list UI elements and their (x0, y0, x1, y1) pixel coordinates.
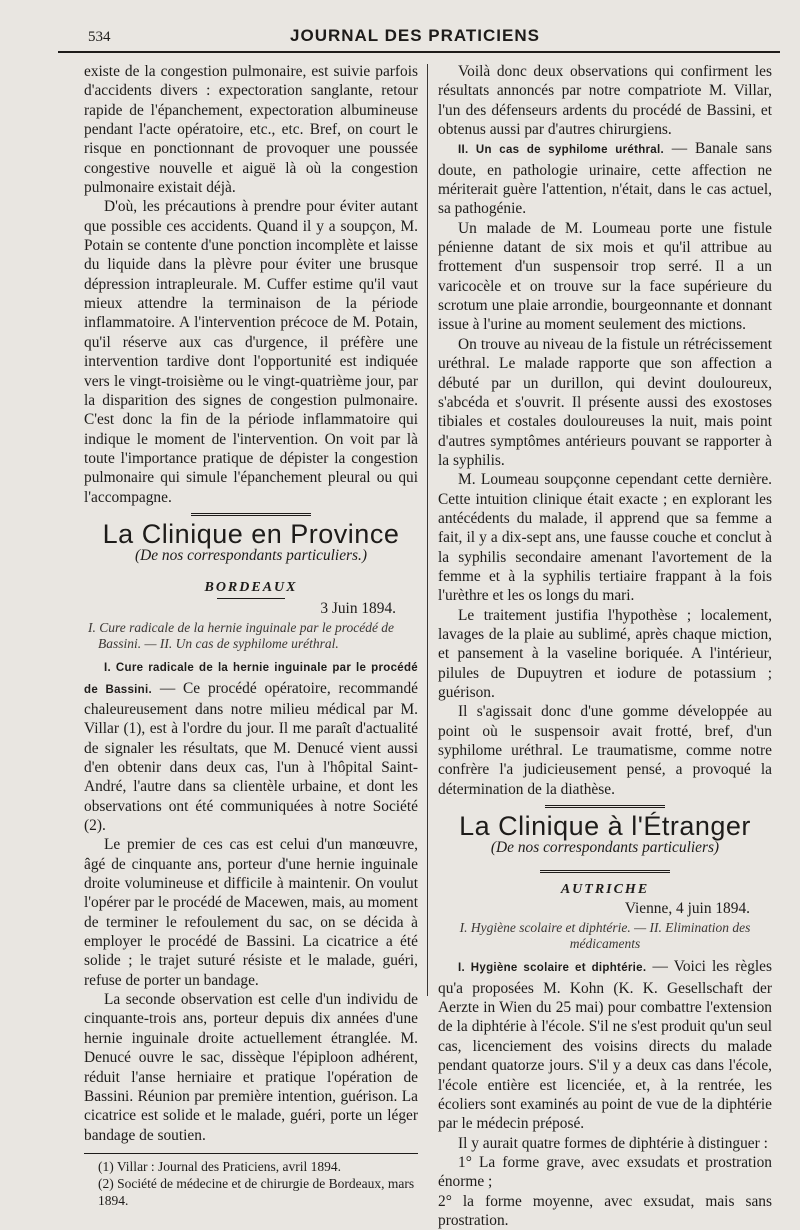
subsection-heading: I. Cure radicale de la hernie inguinale par le procédé de Bassini. (84, 662, 418, 696)
page-number: 534 (88, 29, 111, 45)
paragraph: Le premier de ces cas est celui d'un manœuvre, âgé de cinquante ans, porteur d'une hernie inguinale droite volumineuse et difficile à maintenir. On voulut l'opérer par le procédé de Macewen, mais, au moment de terminer le refoulement du sac, on se décida à employer le procédé de Bassini. La cicatrice a été solide ; le trajet suturé résiste et le malade, guéri, refuse de porter un bandage. (84, 836, 418, 989)
dateline: 3 Juin 1894. (320, 599, 396, 617)
article-summary: I. Hygiène scolaire et diphtérie. — II. Elimination des médicaments (459, 920, 751, 952)
paragraph: On trouve au niveau de la fistule un rétrécissement uréthral. Le malade rapporte que son affection a débuté par un durillon, qui devint douloureux, s'abcéda et s'ouvrit. Il présente aussi des exostoses tibiales et costales douloureuses la nuit, mais point d'autres symptômes antérieurs pouvant se rapporter à la syphilis. (438, 335, 772, 469)
paragraph: La seconde observation est celle d'un individu de cinquante-trois ans, porteur depuis dix années d'une hernie inguinale droite actuellement étranglée. M. Denucé ouvre le sac, dissèque l'épiploon adhérent, réduit l'anse herniaire et pratique l'opération de Bassini. Réunion par première intention, guérison. La cicatrice est solide et le malade, guéri, porte un léger bandage de soutien. (84, 991, 418, 1144)
paragraph: — Banale sans doute, en pathologie urinaire, cette affection ne mériterait guère l'attention, n'était, dans le cas actuel, sa pathogénie. (438, 140, 772, 218)
journal-title: JOURNAL DES PRATICIENS (290, 26, 540, 45)
list-item: 2° la forme moyenne, avec exsudat, mais sans prostration. (438, 1192, 772, 1229)
list-item: 1° La forme grave, avec exsudats et prostration énorme ; (438, 1153, 772, 1191)
footnote-rule (84, 1153, 418, 1154)
paragraph: — Ce procédé opératoire, recommandé chaleureusement dans notre milieu médical par M. Villar (1), est à l'ordre du jour. Il me paraît d'actualité de signaler les résultats, que M. Denucé vient aussi d'en obtenir dans deux cas, l'un à l'hôpital Saint-André, l'autre dans sa clientèle urbaine, et dont les observations ont été communiquées à notre Société (2). (84, 679, 418, 835)
header-rule (58, 51, 780, 53)
paragraph: Voilà donc deux observations qui confirment les résultats annoncés par notre compatriote M. Villar, l'un des défenseurs ardents du procédé de Bassini, et obtenus aussi par d'autres chirurgiens. (438, 63, 772, 139)
left-column (84, 62, 418, 1209)
right-column (438, 62, 772, 1230)
section-divider (191, 513, 311, 519)
section-subtitle: (De nos correspondants particuliers) (490, 839, 720, 857)
section-subtitle: (De nos correspondants particuliers.) (135, 547, 367, 565)
paragraph: Le traitement justifia l'hypothèse ; localement, lavages de la plaie au sublimé, après chaque miction, et pansement à la vaseline boriquée. A l'intérieur, pilules de Dupuytren et iodure de potassium ; guérison. (438, 606, 772, 701)
section-title: La Clinique à l'Étranger (459, 811, 751, 842)
footnote: (1) Villar : Journal des Praticiens, avril 1894. (98, 1158, 342, 1174)
paragraph: D'où, les précautions à prendre pour éviter autant que possible ces accidents. Quand il y a soupçon, M. Potain se contente d'une ponction incomplète et laisse du liquide dans la plèvre pour éviter une brusque dépression intrapleurale. M. Cuffer estime qu'il vaut mieux attendre la terminaison de la période inflammatoire. A l'intervention précoce de M. Potain, qu'il réserve aux cas d'urgence, il préfère une intervention tardive dont l'opportunité est indiquée vers le vingt-troisième ou le vingt-quatrième jour, par la disparition des signes de congestion pulmonaire. C'est donc la fin de la période inflammatoire qui indique le moment de l'intervention. On voit par là toute l'importance pratique de dépister la congestion pulmonaire qui simule l'épanchement pleural ou qui l'accompagne. (84, 198, 418, 506)
paragraph: Il y aurait quatre formes de diphtérie à distinguer : (458, 1134, 768, 1152)
footnote: (2) Société de médecine et de chirurgie de Bordeaux, mars 1894. (98, 1175, 415, 1208)
city-divider (540, 870, 670, 876)
city-heading: BORDEAUX (204, 579, 298, 595)
paragraph: — Voici les règles qu'a proposées M. Kohn (K. K. Gesellschaft der Aerzte in Wien du 25 mai) pour combattre l'extension de la diphtérie à l'école. S'il ne s'est produit qu'un seul cas, licenciement des voisins directs du malade pendant quatorze jours. S'il y a deux cas dans l'école, l'école entière est licenciée, et, à la rentrée, les écoliers sont examinés au point de vue de la diphtérie par le médecin préposé. (438, 958, 772, 1133)
paragraph: existe de la congestion pulmonaire, est suivie parfois d'accidents divers : expectoration sanglante, retour rapide de l'épanchement, expectoration albumineuse pendant l'acte opératoire, etc., etc. Bref, on court le risque en ponctionnant de provoquer une poussée congestive nouvelle et aiguë là où la congestion pulmonaire existait déjà. (84, 63, 418, 197)
paragraph: Un malade de M. Loumeau porte une fistule pénienne datant de six mois et qu'il attribue au frottement d'un suspensoir trop serré. Il a un varicocèle et on trouve sur la face supérieure du scrotum une plaie arrondie, bourgeonnante et donnant issue à l'urine au moment seulement des mictions. (438, 219, 772, 334)
paragraph: Il s'agissait donc d'une gomme développée au point où le suspensoir avait frotté, bref, d'un syphilome uréthral. Le traumatisme, comme notre confrère l'a judicieusement pensé, a provoqué la détermination de la diathèse. (438, 703, 772, 798)
subsection-heading: I. Hygiène scolaire et diphtérie. (458, 962, 647, 975)
dateline: Vienne, 4 juin 1894. (624, 900, 750, 918)
paragraph: M. Loumeau soupçonne cependant cette dernière. Cette intuition clinique était exacte ; en explorant les antécédents du malade, il apprend que sa femme a fait, il y a dix-sept ans, une fausse couche et conclut à la syphilis secondaire amenant l'avortement de la femme et à la syphilis tertiaire frappant à la fois l'urèthre et les os longs du mari. (438, 471, 772, 605)
subsection-heading: II. Un cas de syphilome uréthral. (458, 144, 664, 157)
page-header (70, 26, 760, 46)
city-heading: AUTRICHE (560, 881, 650, 897)
article-summary: I. Cure radicale de la hernie inguinale par le procédé de Bassini. — II. Un cas de syphilome uréthral. (88, 620, 395, 652)
column-divider (427, 64, 428, 996)
section-title: La Clinique en Province (102, 518, 400, 549)
